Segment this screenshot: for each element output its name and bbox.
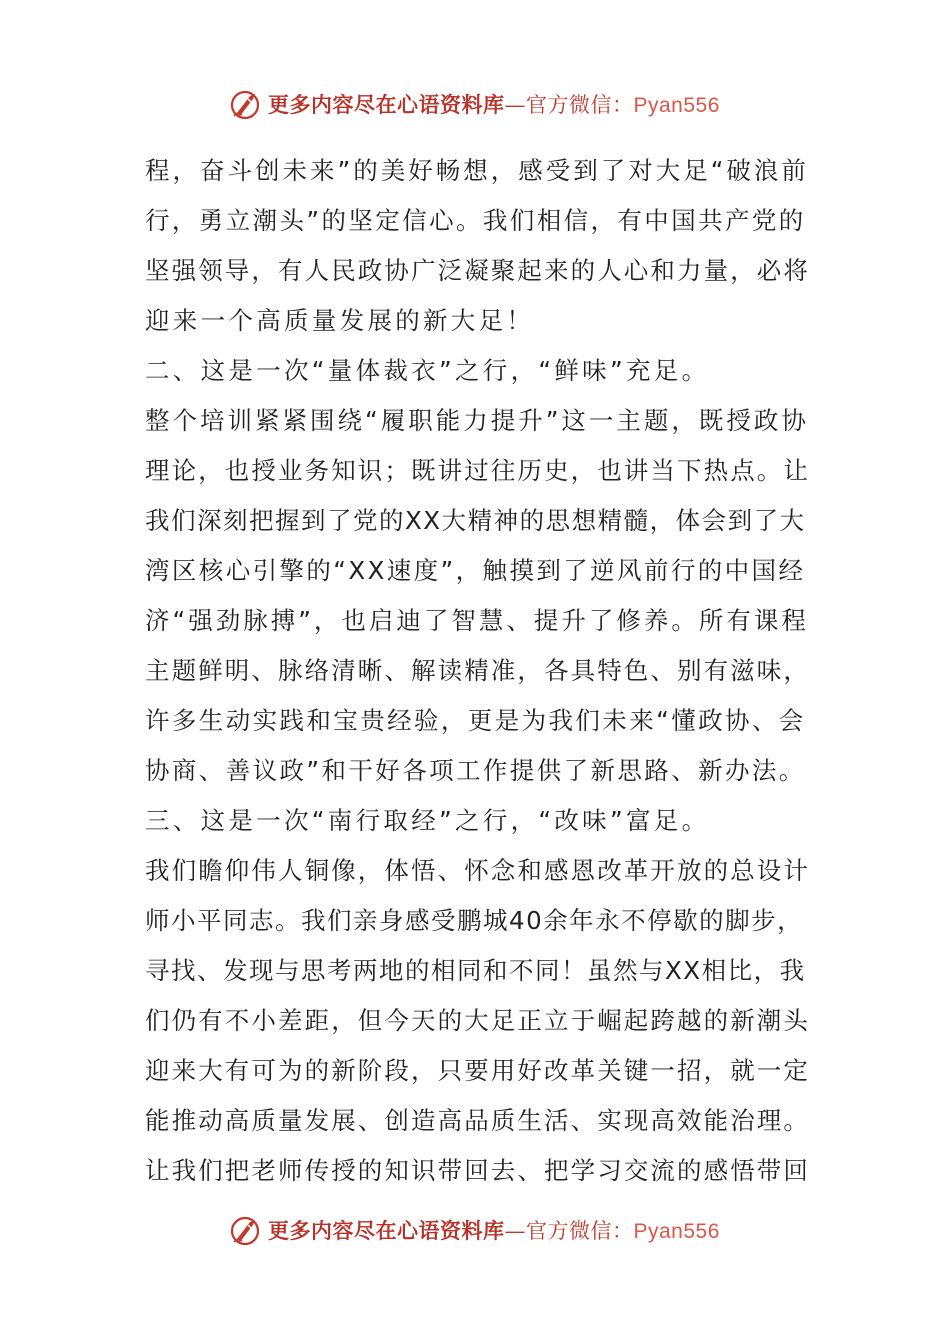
text-line: 行，勇立潮头”的坚定信心。我们相信，有中国共产党的	[145, 206, 806, 235]
text-line: 们仍有不小差距，但今天的大足正立于崛起跨越的新潮头	[145, 1006, 810, 1035]
text-line: 能推动高质量发展、创造高品质生活、实现高效能治理。	[145, 1106, 810, 1135]
text-line: 寻找、发现与思考两地的相同和不同！虽然与XX相比，我	[145, 956, 806, 985]
text-line: 师小平同志。我们亲身感受鹏城40余年永不停歇的脚步，	[145, 906, 804, 935]
text-line: 迎来大有可为的新阶段，只要用好改革关键一招，就一定	[145, 1056, 810, 1085]
text-line: 程，奋斗创未来”的美好畅想，感受到了对大足“破浪前	[145, 156, 809, 185]
footer-site-name: 更多内容尽在心语资料库	[268, 1218, 505, 1243]
header-wechat-label: 官方微信：	[526, 93, 634, 117]
text-line: 我们瞻仰伟人铜像，体悟、怀念和感恩改革开放的总设计	[145, 856, 810, 885]
section-heading: 二、这是一次“量体裁衣”之行，“鲜味”充足。	[145, 356, 710, 385]
pen-nib-logo-icon	[228, 1212, 264, 1248]
footer-banner	[228, 1212, 728, 1248]
text-line: 理论，也授业务知识；既讲过往历史，也讲当下热点。让	[145, 456, 810, 485]
text-line: 迎来一个高质量发展的新大足！	[145, 306, 535, 335]
header-site-name: 更多内容尽在心语资料库	[268, 92, 505, 117]
text-line: 整个培训紧紧围绕“履职能力提升”这一主题，既授政协	[145, 406, 809, 435]
header-wechat-id: Pyan556	[633, 94, 720, 117]
footer-banner-text	[268, 1215, 720, 1245]
header-banner	[228, 86, 728, 122]
text-line: 湾区核心引擎的“XX速度”，触摸到了逆风前行的中国经	[145, 556, 806, 585]
text-line: 主题鲜明、脉络清晰、解读精准，各具特色、别有滋味，	[145, 656, 810, 685]
text-line: 协商、善议政”和干好各项工作提供了新思路、新办法。	[145, 756, 806, 785]
text-line: 让我们把老师传授的知识带回去、把学习交流的感悟带回	[145, 1156, 810, 1185]
footer-wechat-id: Pyan556	[633, 1220, 720, 1243]
text-line: 坚强领导，有人民政协广泛凝聚起来的人心和力量，必将	[145, 256, 810, 285]
footer-separator: —	[504, 1219, 526, 1243]
text-line: 我们深刻把握到了党的XX大精神的思想精髓，体会到了大	[145, 506, 806, 535]
text-line: 许多生动实践和宝贵经验，更是为我们未来“懂政协、会	[145, 706, 806, 735]
section-heading: 三、这是一次“南行取经”之行，“改味”富足。	[145, 806, 710, 835]
text-line: 济“强劲脉搏”，也启迪了智慧、提升了修养。所有课程	[145, 606, 809, 635]
header-banner-text	[268, 89, 720, 119]
body-text	[145, 146, 810, 1196]
pen-nib-logo-icon	[228, 86, 264, 122]
footer-wechat-label: 官方微信：	[526, 1219, 634, 1243]
header-separator: —	[504, 93, 526, 117]
